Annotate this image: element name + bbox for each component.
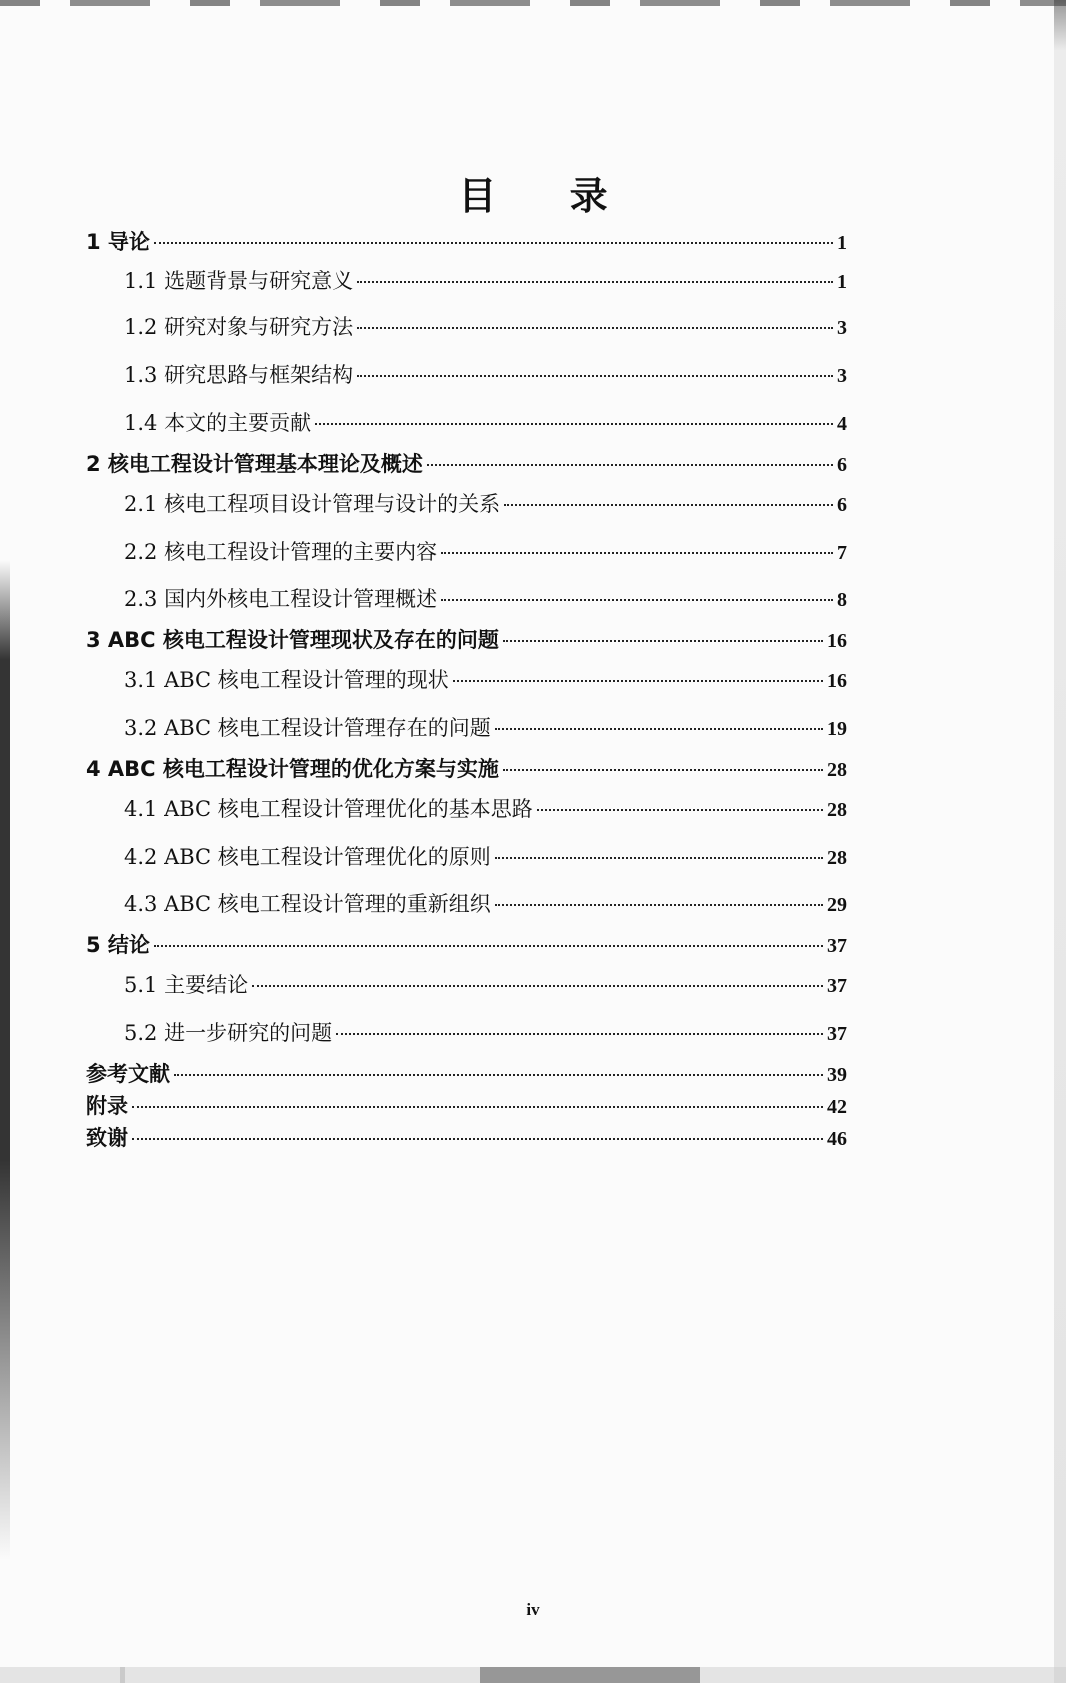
toc-label: 2 核电工程设计管理基本理论及概述 — [86, 452, 423, 476]
scan-artifact-left — [0, 560, 10, 1560]
toc-page: 46 — [827, 1128, 847, 1150]
dot-leader — [357, 281, 833, 283]
toc-entry-chapter-1[interactable] — [86, 228, 847, 257]
toc-label: 5 结论 — [86, 933, 150, 957]
toc-entry-4-3[interactable] — [124, 890, 847, 919]
dot-leader — [503, 769, 823, 771]
toc-entry-references[interactable] — [86, 1060, 847, 1089]
toc-label: 附录 — [86, 1094, 128, 1118]
toc-entry-2-2[interactable] — [124, 538, 847, 567]
toc-label: 5.2 进一步研究的问题 — [124, 1021, 333, 1045]
toc-page: 28 — [827, 799, 847, 821]
dot-leader — [503, 640, 823, 642]
dot-leader — [495, 728, 823, 730]
toc-entry-3-2[interactable] — [124, 714, 847, 743]
toc-entry-1-3[interactable] — [124, 361, 847, 390]
toc-page: 6 — [837, 454, 847, 476]
toc-label: 3.2 ABC 核电工程设计管理存在的问题 — [124, 716, 491, 740]
dot-leader — [174, 1074, 823, 1076]
toc-entry-3-1[interactable] — [124, 666, 847, 695]
toc-entry-1-4[interactable] — [124, 409, 847, 438]
toc-page: 39 — [827, 1064, 847, 1086]
toc-page: 4 — [837, 413, 847, 435]
scan-artifact-top — [0, 0, 1066, 6]
toc-page: 16 — [827, 670, 847, 692]
toc-page: 3 — [837, 317, 847, 339]
dot-leader — [357, 375, 833, 377]
dot-leader — [441, 552, 833, 554]
toc-label: 1.2 研究对象与研究方法 — [124, 315, 354, 339]
toc-page: 37 — [827, 1023, 847, 1045]
toc-label: 致谢 — [86, 1126, 128, 1150]
toc-label: 5.1 主要结论 — [124, 973, 249, 997]
dot-leader — [132, 1138, 823, 1140]
toc-page: 42 — [827, 1096, 847, 1118]
toc-entry-chapter-3[interactable] — [86, 626, 847, 655]
toc-entry-5-2[interactable] — [124, 1019, 847, 1048]
toc-page: 19 — [827, 718, 847, 740]
dot-leader — [453, 680, 823, 682]
dot-leader — [132, 1106, 823, 1108]
toc-label: 2.3 国内外核电工程设计管理概述 — [124, 587, 438, 611]
dot-leader — [154, 242, 833, 244]
dot-leader — [252, 985, 823, 987]
toc-label: 3 ABC 核电工程设计管理现状及存在的问题 — [86, 628, 499, 652]
dot-leader — [495, 904, 823, 906]
toc-page: 1 — [837, 271, 847, 293]
dot-leader — [504, 504, 833, 506]
toc-entry-4-2[interactable] — [124, 843, 847, 872]
scan-artifact-bottom — [0, 1667, 1066, 1683]
toc-page: 7 — [837, 542, 847, 564]
toc-label: 3.1 ABC 核电工程设计管理的现状 — [124, 668, 449, 692]
toc-label: 参考文献 — [86, 1062, 170, 1086]
toc-entry-1-1[interactable] — [124, 267, 847, 296]
toc-entry-chapter-4[interactable] — [86, 755, 847, 784]
toc-label: 1.4 本文的主要贡献 — [124, 411, 312, 435]
toc-label: 2.2 核电工程设计管理的主要内容 — [124, 540, 438, 564]
dot-leader — [427, 464, 833, 466]
toc-page: 6 — [837, 494, 847, 516]
toc-page: 37 — [827, 935, 847, 957]
toc-entry-1-2[interactable] — [124, 313, 847, 342]
toc-label: 4.1 ABC 核电工程设计管理优化的基本思路 — [124, 797, 533, 821]
dot-leader — [441, 599, 833, 601]
toc-entry-2-3[interactable] — [124, 585, 847, 614]
dot-leader — [357, 327, 833, 329]
toc-label: 4.3 ABC 核电工程设计管理的重新组织 — [124, 892, 491, 916]
toc-entry-acknowledgements[interactable] — [86, 1124, 847, 1153]
toc-page: 28 — [827, 759, 847, 781]
dot-leader — [495, 857, 823, 859]
page-number: iv — [526, 1600, 540, 1619]
dot-leader — [154, 945, 823, 947]
toc-entry-chapter-2[interactable] — [86, 450, 847, 479]
toc-label: 1 导论 — [86, 230, 150, 254]
toc-label: 1.3 研究思路与框架结构 — [124, 363, 354, 387]
toc-label: 2.1 核电工程项目设计管理与设计的关系 — [124, 492, 501, 516]
toc-page: 16 — [827, 630, 847, 652]
dot-leader — [315, 423, 833, 425]
toc-page: 3 — [837, 365, 847, 387]
toc-page: 37 — [827, 975, 847, 997]
toc-page: 1 — [837, 232, 847, 254]
toc-entry-chapter-5[interactable] — [86, 931, 847, 960]
toc-entry-5-1[interactable] — [124, 971, 847, 1000]
toc-page: 28 — [827, 847, 847, 869]
toc-entry-4-1[interactable] — [124, 795, 847, 824]
toc-label: 4 ABC 核电工程设计管理的优化方案与实施 — [86, 757, 499, 781]
dot-leader — [537, 809, 823, 811]
toc-entry-2-1[interactable] — [124, 490, 847, 519]
dot-leader — [336, 1033, 823, 1035]
scan-artifact-right — [1054, 0, 1066, 1683]
toc-label: 4.2 ABC 核电工程设计管理优化的原则 — [124, 845, 491, 869]
page-title: 目 录 — [458, 174, 638, 219]
toc-page: 29 — [827, 894, 847, 916]
toc-entry-appendix[interactable] — [86, 1092, 847, 1121]
toc-page: 8 — [837, 589, 847, 611]
toc-label: 1.1 选题背景与研究意义 — [124, 269, 354, 293]
